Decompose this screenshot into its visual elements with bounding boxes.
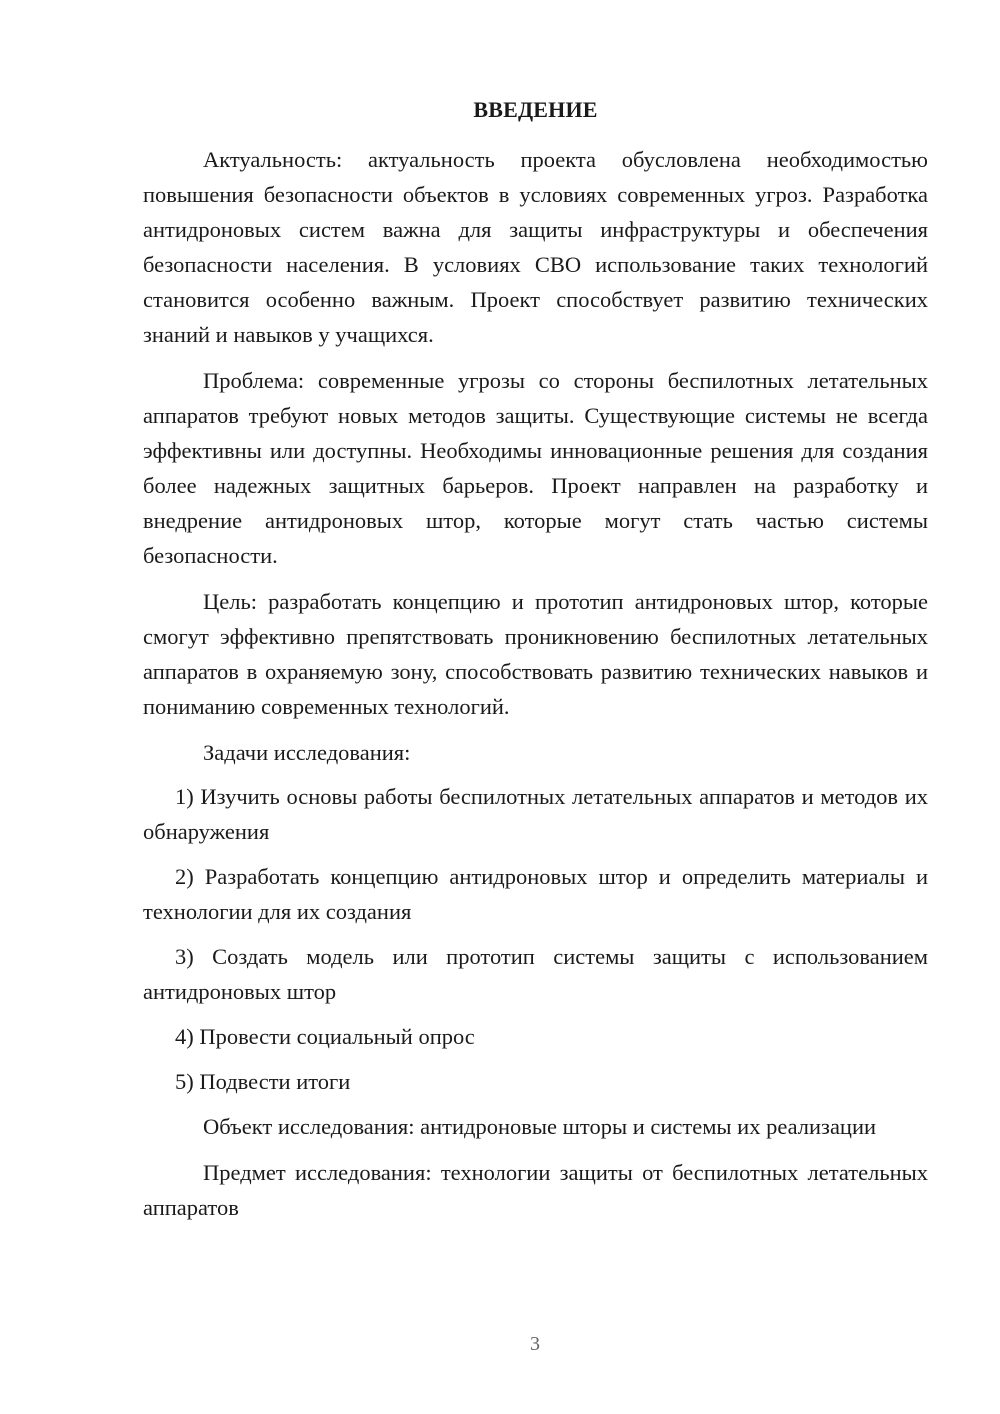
paragraph-relevance: Актуальность: актуальность проекта обусловлена необходимостью повышения безопасности объектов в условиях современных угроз. Разработка антидроновых систем важна для защиты инфраструктуры и обеспечения безопасности населения. В условиях СВО использование таких технологий становится особенно важным. Проект способствует развитию технических знаний и навыков у учащихся. xyxy=(143,147,928,347)
list-item: 3) Создать модель или прототип системы защиты с использованием антидроновых штор xyxy=(143,944,928,1004)
document-body xyxy=(143,94,928,1236)
section-title: ВВЕДЕНИЕ xyxy=(473,97,598,122)
page-number: 3 xyxy=(530,1333,540,1355)
list-item: 1) Изучить основы работы беспилотных летательных аппаратов и методов их обнаружения xyxy=(143,784,928,844)
list-item: 4) Провести социальный опрос xyxy=(175,1024,475,1049)
tasks-list xyxy=(143,779,928,1099)
paragraph-problem: Проблема: современные угрозы со стороны беспилотных летательных аппаратов требуют новых методов защиты. Существующие системы не всегда эффективны или доступны. Необходимы инновационные решения для создания более надежных защитных барьеров. Проект направлен на разработку и внедрение антидроновых штор, которые могут стать частью системы безопасности. xyxy=(143,368,928,568)
paragraph-subject: Предмет исследования: технологии защиты от беспилотных летательных аппаратов xyxy=(143,1160,928,1220)
paragraph-goal: Цель: разработать концепцию и прототип антидроновых штор, которые смогут эффективно препятствовать проникновению беспилотных летательных аппаратов в охраняемую зону, способствовать развитию технических навыков и пониманию современных технологий. xyxy=(143,589,928,719)
paragraph-object: Объект исследования: антидроновые шторы и системы их реализации xyxy=(203,1114,877,1139)
list-item: 2) Разработать концепцию антидроновых штор и определить материалы и технологии для их создания xyxy=(143,864,928,924)
tasks-heading: Задачи исследования: xyxy=(203,740,411,765)
list-item: 5) Подвести итоги xyxy=(175,1069,351,1094)
